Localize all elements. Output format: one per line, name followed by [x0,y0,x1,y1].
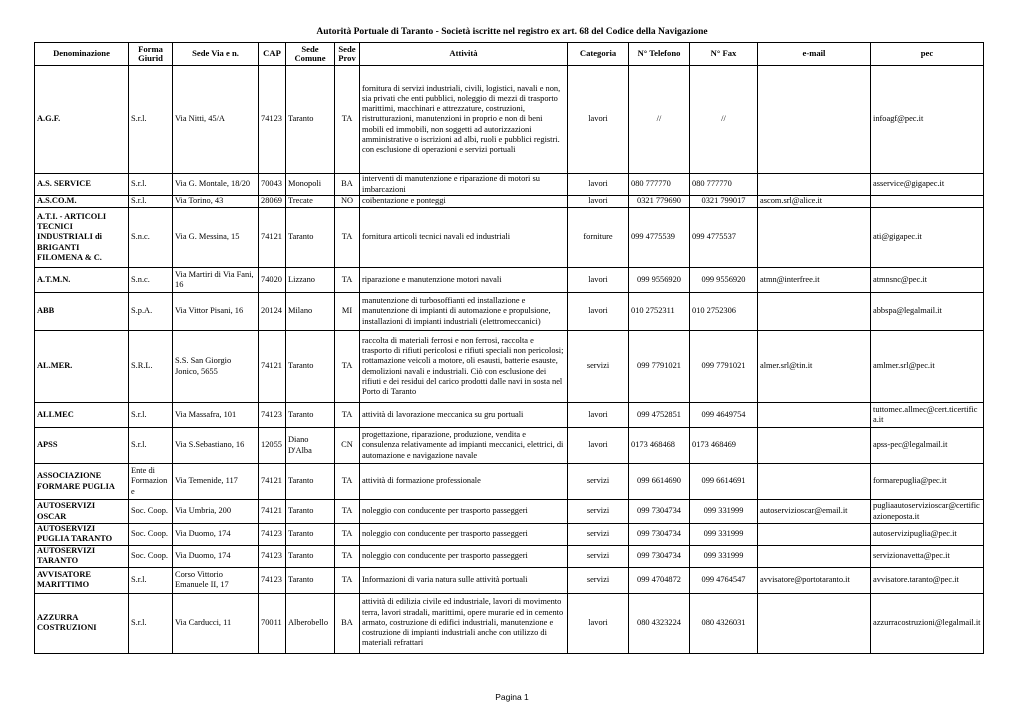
header-pec: pec [871,43,984,66]
cell-sede-via: Via G. Messina, 15 [173,208,259,268]
cell-cap: 28069 [259,196,286,208]
cell-forma: S.r.l. [129,403,173,428]
cell-sede-prov: TA [335,403,360,428]
cell-sede-comune: Diano D'Alba [286,428,335,464]
cell-sede-via: Via Nitti, 45/A [173,66,259,174]
cell-sede-prov: TA [335,545,360,567]
cell-sede-prov: BA [335,174,360,196]
cell-telefono: 099 4775539 [629,208,690,268]
cell-pec: formarepuglia@pec.it [871,464,984,500]
cell-forma: S.r.l. [129,593,173,653]
cell-fax: 099 9556920 [690,268,758,293]
cell-denominazione: APSS [35,428,129,464]
cell-pec: atmnsnc@pec.it [871,268,984,293]
cell-telefono: 099 6614690 [629,464,690,500]
cell-cap: 74123 [259,66,286,174]
cell-sede-via: Via Vittor Pisani, 16 [173,293,259,331]
cell-sede-prov: TA [335,464,360,500]
cell-email [758,174,871,196]
cell-telefono: 080 777770 [629,174,690,196]
cell-sede-via: Via Martiri di Via Fani, 16 [173,268,259,293]
cell-email: ascom.srl@alice.it [758,196,871,208]
cell-telefono: 099 4704872 [629,567,690,593]
header-denominazione: Denominazione [35,43,129,66]
cell-pec: infoagf@pec.it [871,66,984,174]
header-sede-comune: Sede Comune [286,43,335,66]
table-header-row [35,43,984,66]
cell-cap: 74121 [259,331,286,403]
cell-forma: S.r.l. [129,196,173,208]
cell-sede-via: Via Carducci, 11 [173,593,259,653]
cell-forma: S.p.A. [129,293,173,331]
cell-sede-comune: Taranto [286,545,335,567]
cell-categoria: lavori [568,593,629,653]
cell-cap: 74123 [259,545,286,567]
table-row [35,268,984,293]
cell-sede-via: Via Massafra, 101 [173,403,259,428]
cell-email [758,464,871,500]
cell-categoria: lavori [568,268,629,293]
registry-table [34,42,984,654]
cell-pec: avvisatore.taranto@pec.it [871,567,984,593]
cell-cap: 20124 [259,293,286,331]
cell-sede-via: Via Duomo, 174 [173,524,259,546]
cell-telefono: // [629,66,690,174]
header-sede-via: Sede Via e n. [173,43,259,66]
cell-attivita: attività di formazione professionale [360,464,568,500]
cell-sede-prov: TA [335,268,360,293]
cell-fax: 0173 468469 [690,428,758,464]
cell-fax: 0321 799017 [690,196,758,208]
cell-pec: apss-pec@legalmail.it [871,428,984,464]
cell-pec: servizionavetta@pec.it [871,545,984,567]
header-telefono: N° Telefono [629,43,690,66]
cell-sede-comune: Taranto [286,567,335,593]
cell-fax: 080 4326031 [690,593,758,653]
cell-attivita: fornitura di servizi industriali, civili, logistici, navali e non, sia privati che enti pubblici, noleggio di mezzi di trasporto marittimi, macchinari e attrezzature, costruzioni, ristrutturazioni, manutenzioni in proprio e non di beni mobili ed immobili, non soggetti ad autorizzazioni amministrative o iscrizioni ad albi, ruoli e pubblici registri. con esclusione di operazioni e servizi portuali [360,66,568,174]
cell-fax: 099 331999 [690,524,758,546]
cell-pec: abbspa@legalmail.it [871,293,984,331]
table-row [35,524,984,546]
cell-cap: 74121 [259,208,286,268]
cell-email [758,524,871,546]
cell-sede-comune: Taranto [286,208,335,268]
cell-sede-via: Via G. Montale, 18/20 [173,174,259,196]
cell-pec: azzurracostruzioni@legalmail.it [871,593,984,653]
cell-sede-prov: TA [335,331,360,403]
cell-telefono: 099 9556920 [629,268,690,293]
cell-fax: 099 4649754 [690,403,758,428]
cell-attivita: attività di lavorazione meccanica su gru portuali [360,403,568,428]
header-sede-prov: Sede Prov [335,43,360,66]
cell-attivita: noleggio con conducente per trasporto passeggeri [360,500,568,524]
cell-pec: pugliaautoservizioscar@certificazioneposta.it [871,500,984,524]
table-row [35,66,984,174]
cell-email [758,403,871,428]
cell-categoria: lavori [568,66,629,174]
cell-forma: S.R.L. [129,331,173,403]
cell-sede-via: S.S. San Giorgio Jonico, 5655 [173,331,259,403]
cell-email: almer.srl@tin.it [758,331,871,403]
cell-cap: 70011 [259,593,286,653]
cell-sede-comune: Taranto [286,66,335,174]
cell-denominazione: AZZURRA COSTRUZIONI [35,593,129,653]
cell-sede-prov: BA [335,593,360,653]
cell-forma: Ente di Formazione [129,464,173,500]
table-row [35,567,984,593]
cell-sede-prov: TA [335,208,360,268]
cell-attivita: attività di edilizia civile ed industriale, lavori di movimento terra, lavori stradali, marittimi, opere murarie ed in cemento armato, costruzione di edifici industriali, manutenzione e costruzione di impianti industriali anche con utilizzo di materiali refrattari [360,593,568,653]
cell-sede-comune: Monopoli [286,174,335,196]
cell-fax: 010 2752306 [690,293,758,331]
cell-email [758,593,871,653]
cell-attivita: Informazioni di varia natura sulle attività portuali [360,567,568,593]
cell-cap: 74020 [259,268,286,293]
cell-denominazione: AUTOSERVIZI OSCAR [35,500,129,524]
cell-cap: 70043 [259,174,286,196]
cell-telefono: 010 2752311 [629,293,690,331]
cell-forma: S.r.l. [129,428,173,464]
cell-sede-prov: TA [335,524,360,546]
cell-sede-via: Via Duomo, 174 [173,545,259,567]
cell-forma: S.r.l. [129,567,173,593]
table-row [35,464,984,500]
cell-fax: 099 7791021 [690,331,758,403]
cell-sede-comune: Taranto [286,403,335,428]
header-attivita: Attività [360,43,568,66]
cell-forma: S.r.l. [129,174,173,196]
header-forma: Forma Giurid [129,43,173,66]
cell-pec: autoservizipuglia@pec.it [871,524,984,546]
cell-email [758,293,871,331]
cell-fax: 099 331999 [690,545,758,567]
cell-cap: 74123 [259,524,286,546]
table-row [35,331,984,403]
table-row [35,428,984,464]
cell-categoria: servizi [568,500,629,524]
cell-email: atmn@interfree.it [758,268,871,293]
cell-denominazione: A.T.I. - ARTICOLI TECNICI INDUSTRIALI di BRIGANTI FILOMENA & C. [35,208,129,268]
header-email: e-mail [758,43,871,66]
table-row [35,196,984,208]
cell-sede-prov: CN [335,428,360,464]
header-fax: N° Fax [690,43,758,66]
cell-sede-comune: Taranto [286,331,335,403]
cell-denominazione: ALLMEC [35,403,129,428]
cell-telefono: 099 7304734 [629,524,690,546]
cell-pec [871,196,984,208]
cell-fax: 099 6614691 [690,464,758,500]
cell-attivita: noleggio con conducente per trasporto passeggeri [360,545,568,567]
cell-sede-comune: Milano [286,293,335,331]
cell-pec: amlmer.srl@pec.it [871,331,984,403]
cell-pec: tuttomec.allmec@cert.ticertifica.it [871,403,984,428]
cell-categoria: servizi [568,524,629,546]
cell-telefono: 0321 779690 [629,196,690,208]
cell-categoria: forniture [568,208,629,268]
cell-telefono: 099 7791021 [629,331,690,403]
table-row [35,208,984,268]
cell-sede-prov: TA [335,66,360,174]
cell-telefono: 0173 468468 [629,428,690,464]
cell-sede-via: Via Torino, 43 [173,196,259,208]
cell-denominazione: AUTOSERVIZI TARANTO [35,545,129,567]
cell-telefono: 099 7304734 [629,545,690,567]
cell-categoria: lavori [568,403,629,428]
cell-sede-via: Via Umbria, 200 [173,500,259,524]
cell-email [758,66,871,174]
cell-categoria: lavori [568,174,629,196]
cell-categoria: servizi [568,464,629,500]
table-row [35,403,984,428]
header-categoria: Categoria [568,43,629,66]
table-row [35,174,984,196]
cell-attivita: coibentazione e ponteggi [360,196,568,208]
cell-attivita: manutenzione di turbosoffianti ed installazione e manutenzione di impianti di automazione e propulsione, installazioni di impianti industriali (elettromeccanici) [360,293,568,331]
page-title: Autorità Portuale di Taranto - Società iscritte nel registro ex art. 68 del Codice della Navigazione [316,27,708,37]
cell-attivita: progettazione, riparazione, produzione, vendita e consulenza relativamente ad impianti meccanici, elettrici, di automazione e navigazione navale [360,428,568,464]
cell-attivita: noleggio con conducente per trasporto passeggeri [360,524,568,546]
cell-attivita: riparazione e manutenzione motori navali [360,268,568,293]
cell-fax: 099 4764547 [690,567,758,593]
cell-pec: asservice@gigapec.it [871,174,984,196]
cell-categoria: lavori [568,293,629,331]
cell-sede-via: Corso Vittorio Emanuele II, 17 [173,567,259,593]
cell-categoria: servizi [568,567,629,593]
cell-forma: S.n.c. [129,268,173,293]
cell-denominazione: ASSOCIAZIONE FORMARE PUGLIA [35,464,129,500]
cell-email [758,428,871,464]
cell-denominazione: AVVISATORE MARITTIMO [35,567,129,593]
header-cap: CAP [259,43,286,66]
cell-denominazione: A.G.F. [35,66,129,174]
cell-attivita: fornitura articoli tecnici navali ed industriali [360,208,568,268]
cell-denominazione: AL.MER. [35,331,129,403]
cell-denominazione: A.T.M.N. [35,268,129,293]
cell-telefono: 099 4752851 [629,403,690,428]
cell-categoria: servizi [568,331,629,403]
cell-denominazione: A.S.CO.M. [35,196,129,208]
page-number: Pagina 1 [495,692,529,702]
cell-sede-via: Via S.Sebastiano, 16 [173,428,259,464]
cell-email: autoservizioscar@email.it [758,500,871,524]
cell-sede-comune: Taranto [286,500,335,524]
cell-fax: 099 331999 [690,500,758,524]
cell-forma: Soc. Coop. [129,545,173,567]
cell-categoria: servizi [568,545,629,567]
cell-fax: // [690,66,758,174]
table-row [35,293,984,331]
cell-denominazione: A.S. SERVICE [35,174,129,196]
table-row [35,500,984,524]
cell-email [758,208,871,268]
cell-sede-comune: Taranto [286,524,335,546]
cell-fax: 080 777770 [690,174,758,196]
cell-forma: S.n.c. [129,208,173,268]
cell-pec: ati@gigapec.it [871,208,984,268]
cell-sede-via: Via Temenide, 117 [173,464,259,500]
table-row [35,593,984,653]
cell-sede-comune: Trecate [286,196,335,208]
cell-attivita: interventi di manutenzione e riparazione di motori su imbarcazioni [360,174,568,196]
cell-forma: Soc. Coop. [129,524,173,546]
cell-forma: S.r.l. [129,66,173,174]
cell-cap: 74121 [259,500,286,524]
cell-cap: 74123 [259,403,286,428]
cell-cap: 74123 [259,567,286,593]
cell-categoria: lavori [568,196,629,208]
table-row [35,545,984,567]
cell-cap: 74121 [259,464,286,500]
cell-cap: 12055 [259,428,286,464]
cell-telefono: 080 4323224 [629,593,690,653]
cell-categoria: lavori [568,428,629,464]
cell-telefono: 099 7304734 [629,500,690,524]
cell-sede-prov: TA [335,500,360,524]
cell-sede-prov: MI [335,293,360,331]
cell-attivita: raccolta di materiali ferrosi e non ferrosi, raccolta e trasporto di rifiuti pericolosi e rifiuti speciali non pericolosi; rottamazione veicoli a motore, oli esausti, batterie esauste, demolizioni navali e industriali. Ciò con esclusione dei rifiuti e dei residui del carico prodotti dalle navi in sosta nel Porto di Taranto [360,331,568,403]
cell-sede-prov: TA [335,567,360,593]
cell-sede-comune: Taranto [286,464,335,500]
cell-forma: Soc. Coop. [129,500,173,524]
cell-sede-comune: Alberobello [286,593,335,653]
cell-denominazione: ABB [35,293,129,331]
cell-fax: 099 4775537 [690,208,758,268]
cell-denominazione: AUTOSERVIZI PUGLIA TARANTO [35,524,129,546]
cell-email: avvisatore@portotaranto.it [758,567,871,593]
cell-sede-prov: NO [335,196,360,208]
cell-sede-comune: Lizzano [286,268,335,293]
cell-email [758,545,871,567]
